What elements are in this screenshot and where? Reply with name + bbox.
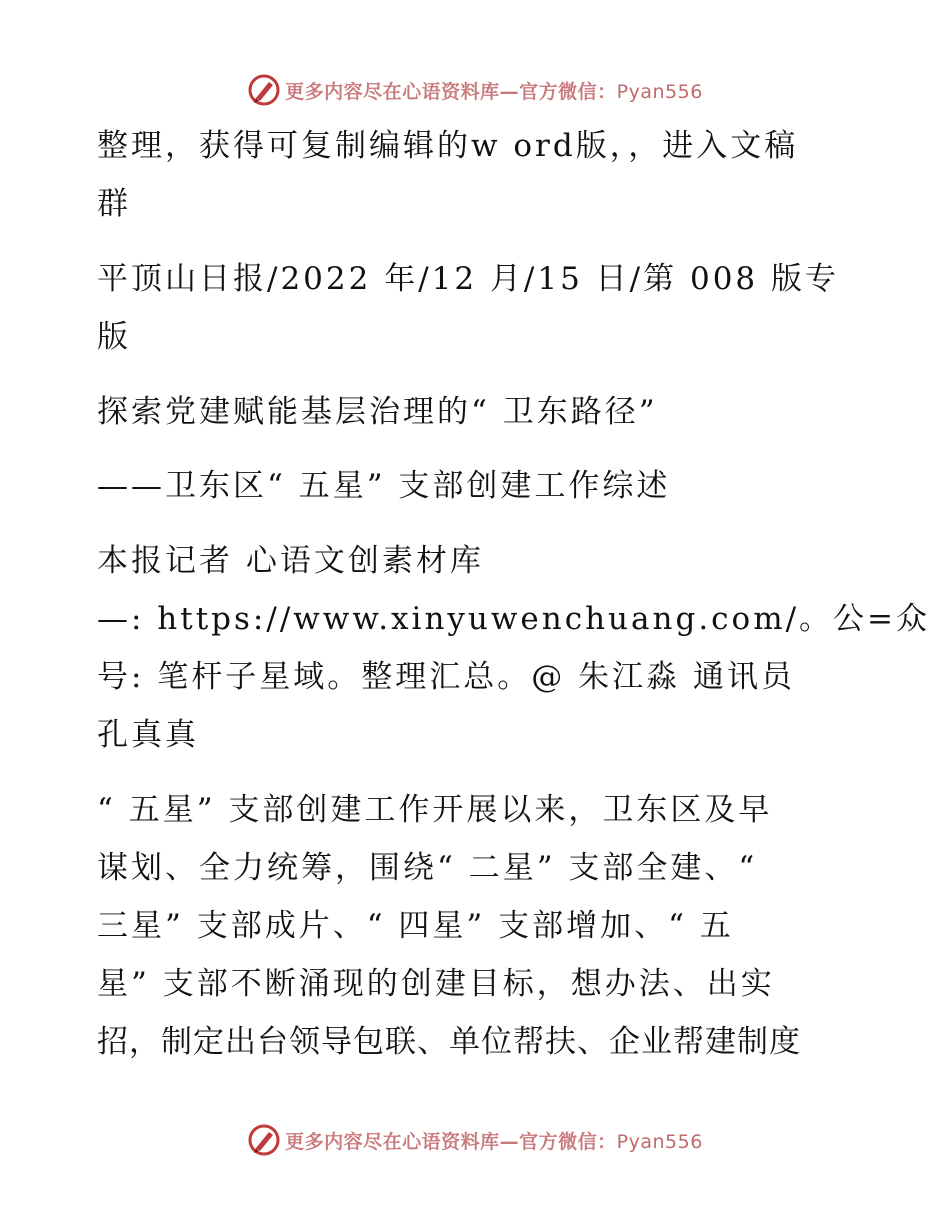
header-banner — [0, 70, 950, 110]
body-line-3: 平顶山日报/2022 年/12 月/15 日/第 008 版专 — [97, 261, 840, 297]
header-wechat-id: Pyan556 — [616, 80, 703, 103]
footer-banner — [0, 1120, 950, 1160]
body-line-2: 群 — [97, 186, 131, 222]
body-line-1: 整理，获得可复制编辑的w ord版，，进入文稿 — [97, 128, 799, 164]
body-line-7: 本报记者 心语文创素材库 — [97, 543, 484, 579]
body-line-5: 探索党建赋能基层治理的“ 卫东路径” — [97, 394, 658, 430]
body-line-10: 孔真真 — [97, 717, 199, 753]
body-line-11: “ 五星” 支部创建工作开展以来，卫东区及早 — [97, 792, 773, 828]
body-line-15: 招，制定出台领导包联、单位帮扶、企业帮建制度 — [97, 1024, 801, 1060]
pen-circle-logo-icon — [247, 73, 281, 107]
pen-circle-logo-icon — [247, 1123, 281, 1157]
body-line-4: 版 — [97, 319, 131, 355]
body-line-12: 谋划、全力统筹，围绕“ 二星” 支部全建、“ — [97, 850, 758, 886]
footer-wechat-id: Pyan556 — [616, 1130, 703, 1153]
body-line-6: ——卫东区“ 五星” 支部创建工作综述 — [97, 468, 671, 504]
body-line-9: 号: 笔杆子星域。整理汇总。@ 朱江淼 通讯员 — [97, 659, 796, 695]
header-banner-text: 更多内容尽在心语资料库—官方微信：Pyan556 — [285, 80, 703, 103]
footer-banner-text: 更多内容尽在心语资料库—官方微信：Pyan556 — [285, 1130, 703, 1153]
body-line-14: 星” 支部不断涌现的创建目标，想办法、出实 — [97, 966, 775, 1002]
body-line-13: 三星” 支部成片、“ 四星” 支部增加、“ 五 — [97, 908, 734, 944]
body-line-8: —: https://www.xinyuwenchuang.com/。公=众 — [97, 601, 931, 637]
